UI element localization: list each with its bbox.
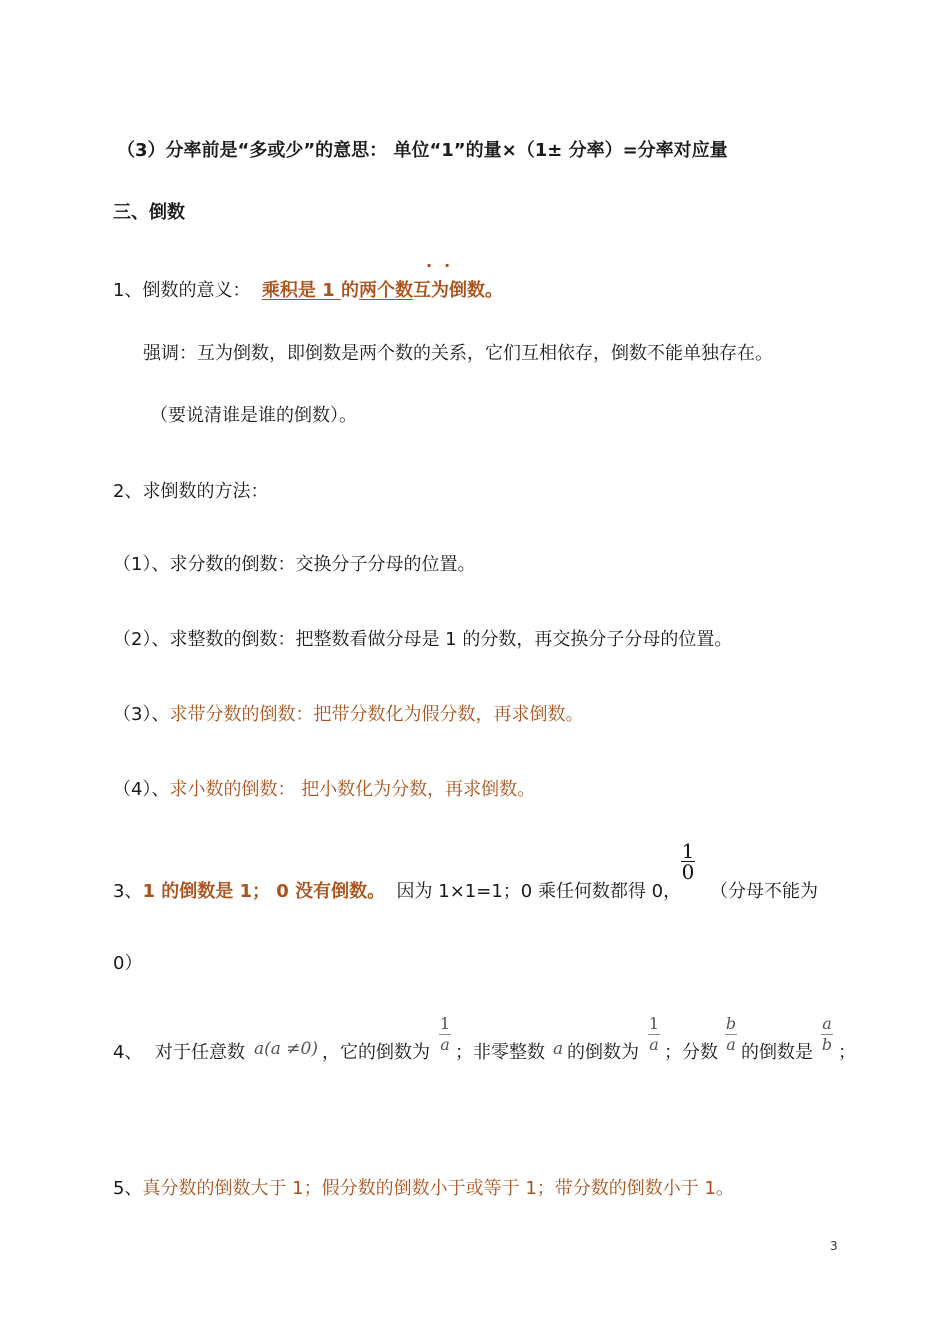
method-3-text: 求带分数的倒数：把带分数化为假分数，再求倒数。 bbox=[169, 704, 584, 725]
method-3 bbox=[113, 704, 583, 726]
item-4-text-3: ；非零整数 bbox=[455, 1042, 545, 1063]
math-a-nonzero: a(a ≠0) bbox=[254, 1039, 318, 1059]
fraction-1-over-0 bbox=[678, 839, 698, 884]
item-4-text-4: 的倒数为 bbox=[567, 1042, 639, 1063]
fraction-numerator: a bbox=[822, 1014, 832, 1033]
fraction-denominator: 0 bbox=[681, 860, 695, 884]
item-3-bold: 1 的倒数是 1； 0 没有倒数。 bbox=[142, 881, 386, 902]
method-1: （1）、求分数的倒数：交换分子分母的位置。 bbox=[113, 554, 476, 575]
item-1-def-part1: 乘积是 1 bbox=[261, 280, 341, 301]
method-3-prefix: （3）、 bbox=[113, 704, 170, 725]
item-1-meaning bbox=[113, 280, 503, 302]
method-4-prefix: （4）、 bbox=[113, 779, 170, 800]
ratio-rule-text: （3）分率前是“多或少”的意思： 单位“1”的量×（1± 分率）=分率对应量 bbox=[117, 140, 728, 161]
item-4-text-2: ，它的倒数为 bbox=[322, 1042, 430, 1063]
method-4-text: 求小数的倒数： 把小数化为分数，再求倒数。 bbox=[169, 779, 536, 800]
fraction-denominator: a bbox=[726, 1035, 736, 1054]
item-4-text-5: ；分数 bbox=[664, 1042, 718, 1063]
math-a: a bbox=[553, 1039, 564, 1059]
item-3-tail: （分母不能为 bbox=[710, 881, 818, 902]
item-1-def-part2: 的 bbox=[340, 280, 359, 301]
ratio-rule-line bbox=[117, 140, 728, 162]
item-1-def-part3: 两个数 bbox=[358, 280, 413, 301]
item-2-label: 2、求倒数的方法： bbox=[113, 481, 269, 502]
item-3-label: 3、 bbox=[113, 881, 143, 902]
method-4 bbox=[113, 779, 535, 801]
note-line-1: 强调：互为倒数，即倒数是两个数的关系，它们互相依存，倒数不能单独存在。 bbox=[143, 343, 773, 364]
emphasis-dots: ·· bbox=[426, 256, 463, 275]
item-4-text-7: ； bbox=[838, 1042, 856, 1063]
method-2: （2）、求整数的倒数：把整数看做分母是 1 的分数，再交换分子分母的位置。 bbox=[113, 629, 733, 650]
item-3-continuation: 0） bbox=[113, 953, 143, 974]
note-line-2: （要说清谁是谁的倒数）。 bbox=[150, 405, 357, 426]
fraction-1-over-a-2 bbox=[644, 1015, 664, 1054]
fraction-denominator: b bbox=[821, 1035, 833, 1054]
item-3 bbox=[113, 881, 681, 903]
item-1-def-part4: 互为倒数。 bbox=[412, 280, 503, 301]
page-number: 3 bbox=[830, 1239, 838, 1253]
item-5-text: 真分数的倒数大于 1；假分数的倒数小于或等于 1；带分数的倒数小于 1。 bbox=[142, 1178, 734, 1199]
item-3-text: 因为 1×1=1；0 乘任何数都得 0， bbox=[396, 881, 682, 902]
fraction-denominator: a bbox=[440, 1035, 450, 1054]
item-5 bbox=[113, 1178, 734, 1200]
fraction-denominator: a bbox=[649, 1035, 659, 1054]
item-4-label: 4、 bbox=[113, 1042, 143, 1063]
fraction-numerator: 1 bbox=[681, 839, 695, 863]
fraction-a-over-b bbox=[817, 1015, 837, 1054]
fraction-1-over-a bbox=[435, 1015, 455, 1054]
item-5-label: 5、 bbox=[113, 1178, 143, 1199]
fraction-numerator: b bbox=[725, 1014, 737, 1033]
item-1-label: 1、倒数的意义： bbox=[113, 280, 251, 301]
item-4-text-6: 的倒数是 bbox=[741, 1042, 813, 1063]
item-4-text-1: 对于任意数 bbox=[155, 1042, 245, 1063]
fraction-numerator: 1 bbox=[648, 1014, 660, 1033]
fraction-b-over-a bbox=[721, 1015, 741, 1054]
section-heading-reciprocal: 三、倒数 bbox=[113, 202, 185, 223]
fraction-numerator: 1 bbox=[439, 1014, 451, 1033]
